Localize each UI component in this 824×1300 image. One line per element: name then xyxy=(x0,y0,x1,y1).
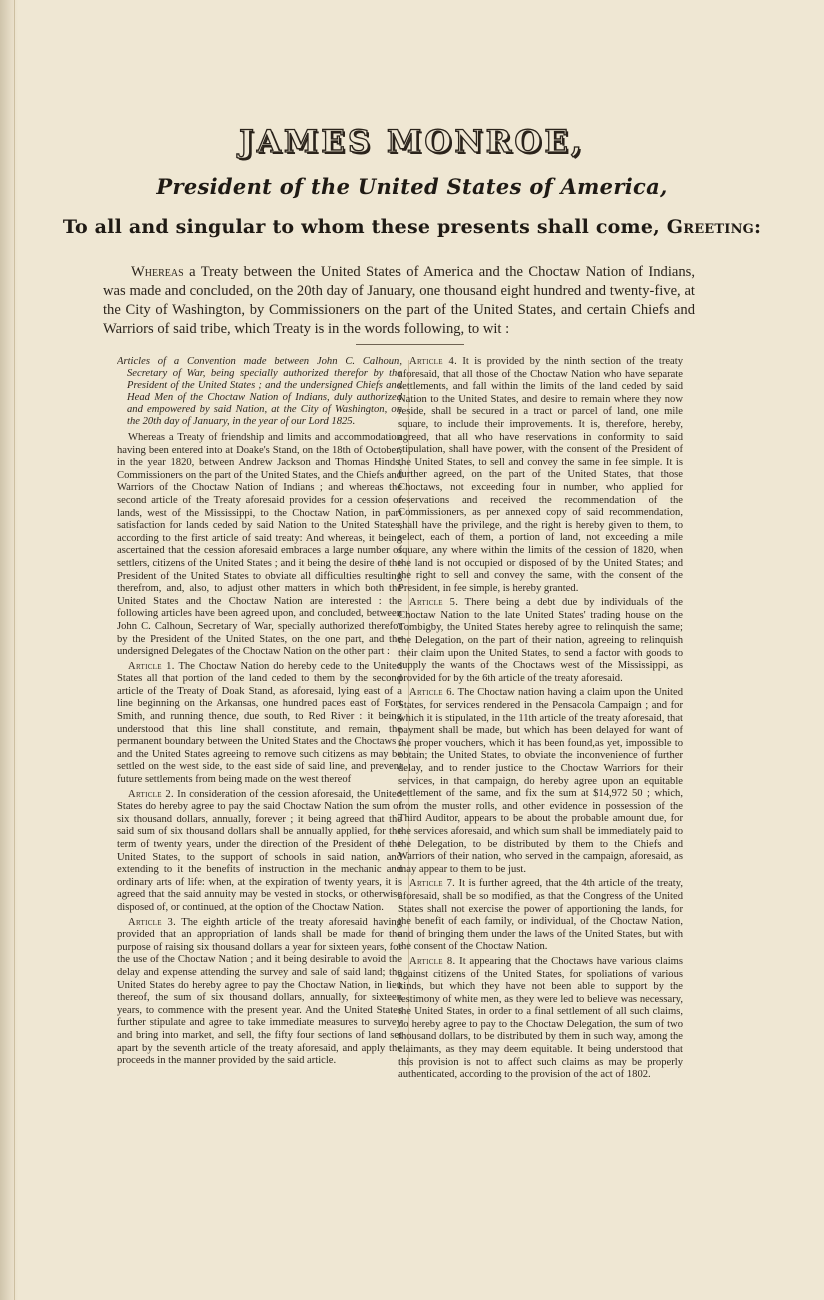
convention-intro: Whereas a Treaty of friendship and limits and accommodation having been entered into at Doake's Stand, on the 18th of October, in the year 1820, between Andrew Jackson and Thomas Hinds, Commissioners on the part of the United States, and the Chiefs and Warriors of the Choctaw Nation of Indians ; and whereas the second article of the Treaty aforesaid provides for a cession of lands, west of the Mississippi, to the Choctaw Nation, in part satisfaction for lands ceded by said Nation to the United States, according to the first article of said treaty: And whereas, it being ascertained that the cession aforesaid embraces a large number of settlers, citizens of the United States ; and it being the desire of the President of the United States to obviate all difficulties resulting therefrom, and, also, to adjust other matters in which both the United States and the Choctaw Nation are interested : the following articles have been agreed upon, and concluded, between John C. Calhoun, Secretary of War, specially authorized therefor by the President of the United States, on the one part, and the undersigned Delegates of the Choctaw Nation on the other part : xyxy=(117,432,402,658)
article-text: It is provided by the ninth section of the treaty aforesaid, that all those of the Choctaw Nation who have separate settlements, and fall within the limits of the land ceded by said Nation to the United States, and desire to remain where they now reside, shall be secured in a tract or parcel of land, one mile square, to include their improvements. It is, therefore, hereby, agreed, that all who have reservations in conformity to said stipulation, shall have power, with the consent of the President of the United States, to sell and convey the same in fee simple. It is further agreed, on the part of the United States, that those Choctaws, not exceeding four in number, who applied for reservations and received the recommendation of the Commissioners, as per annexed copy of said recommendation, shall have the privilege, and the right is hereby given to them, to select, each of them, a portion of land, not exceeding a mile square, any where within the limits of the cession of 1820, when the land is not occupied or disposed of by the United States; and the right to sell and convey the same, with the consent of the President, in fee simple, is hereby granted. xyxy=(398,356,683,594)
article-1 xyxy=(117,661,402,787)
preamble-text: a Treaty between the United States of America and the Choctaw Nation of Indians, was made and concluded, on the 20th day of January, one thousand eight hundred and twenty-five, at the City of Washington, by Commissioners on the part of the United States, and certain Chiefs and Warriors of said tribe, which Treaty is in the words following, to wit : xyxy=(103,264,695,337)
article-3 xyxy=(117,917,402,1068)
left-text-column xyxy=(117,356,402,1084)
article-text: The Choctaw nation having a claim upon the United States, for services rendered in the Pensacola Campaign ; and for which it is stipulated, in the 11th article of the treaty aforesaid, that payment shall be made, but which has been delayed for want of the proper vouchers, which it has been found,as yet, impossible to obtain; the United States, to obviate the inconvenience of further delay, and to render justice to the Choctaw Warriors for their services, in that campaign, do hereby agree upon an equitable settlement of the same, and fix the sum at $14,972 50 ; which, from the muster rolls, and other evidence in possession of the Third Auditor, appears to be about the probable amount due, for the services aforesaid, and which sum shall be immediately paid to the Delegation, to be distributed by them to the Chiefs and Warriors of their nation, who served in the campaign, aforesaid, as may appear to them to be just. xyxy=(398,687,683,875)
preamble-lead: Whereas xyxy=(131,264,184,280)
salutation-greeting: Greeting: xyxy=(666,216,762,238)
article-label: Article 2. xyxy=(128,788,174,800)
article-8 xyxy=(398,956,683,1082)
article-label: Article 7. xyxy=(409,878,456,890)
article-text: There being a debt due by individuals of the Choctaw Nation to the late United States' trading house on the Tombigby, the United States hereby agree to relinquish the same; the Delegation, on the part of their nation, agreeing to relinquish their claim upon the United States, to send a factor with goods to supply the wants of the Choctaws west of the Mississippi, as provided for by the 6th article of the treaty aforesaid. xyxy=(398,597,683,684)
document-title: JAMES MONROE, xyxy=(239,124,585,160)
right-text-column xyxy=(398,356,683,1084)
article-text: It appearing that the Choctaws have various claims against citizens of the United States, for spoliations of various kinds, but which they have not been able to support by the testimony of white men, as they were led to believe was necessary, the United States, in order to a final settlement of all such claims, do hereby agree to pay to the Choctaw Delegation, the sum of two thousand dollars, to be distributed by them in such way, among the claimants, as they may deem equitable. It being understood that this provision is not to affect such claims as may be properly authenticated, according to the provision of the act of 1802. xyxy=(398,955,683,1081)
article-label: Article 4. xyxy=(409,356,458,367)
article-6 xyxy=(398,687,683,876)
article-2 xyxy=(117,789,402,915)
article-label: Article 5. xyxy=(409,597,459,609)
document-subtitle: President of the United States of America, xyxy=(156,174,668,199)
article-text: The Choctaw Nation do hereby cede to the United States all that portion of the land ceded to them by the second article of the Treaty of Doak Stand, as aforesaid, lying east of a line beginning on the Arkansas, one hundred paces east of Fort Smith, and running thence, due south, to Red River : it being understood that this line shall constitute, and remain, the permanent boundary between the United States and the Choctaws ; and the United States agreeing to remove such citizens as may be settled on the west side, to the east side of said line, and prevent future settlements from being made on the west thereof xyxy=(117,660,402,786)
article-label: Article 3. xyxy=(128,916,177,928)
article-text: In consideration of the cession aforesaid, the United States do hereby agree to pay the said Choctaw Nation the sum of six thousand dollars, annually, forever ; it being agreed that the said sum of six thousand dollars shall be annually applied, for the term of twenty years, under the direction of the President of the United States, to the support of schools in said nation, and extending to it the benefits of instruction in the mechanic and ordinary arts of life: when, at the expiration of twenty years, it is agreed that the said annuity may be vested in stocks, or otherwise disposed of, or continued, at the option of the Choctaw Nation. xyxy=(117,788,402,913)
article-label: Article 1. xyxy=(128,660,175,672)
document-salutation xyxy=(0,216,824,238)
article-7 xyxy=(398,878,683,954)
article-text: It is further agreed, that the 4th article of the treaty, aforesaid, shall be so modified, as that the Congress of the United States shall not exercise the power of apportioning the lands, for the benefit of each family, or individual, of the Choctaw Nation, and of bringing them under the laws of the United States, but with the consent of the Choctaw Nation. xyxy=(398,878,683,953)
article-label: Article 6. xyxy=(409,687,455,699)
salutation-text: To all and singular to whom these presents shall come, xyxy=(62,216,660,238)
convention-title: Articles of a Convention made between John C. Calhoun, Secretary of War, being specially authorized therefor by the President of the United States ; and the undersigned Chiefs and Head Men of the Choctaw Nation of Indians, duly authorized and empowered by said Nation, at the City of Washington, on the 20th day of January, in the year of our Lord 1825. xyxy=(117,356,402,427)
article-label: Article 8. xyxy=(409,955,456,967)
section-divider xyxy=(356,344,464,345)
article-4 xyxy=(398,356,683,595)
article-5 xyxy=(398,597,683,685)
preamble-paragraph xyxy=(103,263,695,339)
article-text: The eighth article of the treaty aforesaid having provided that an appropriation of lands shall be made for the purpose of raising six thousand dollars a year for sixteen years, for the use of the Choctaw Nation ; and it being desirable to avoid the delay and expense attending the survey and sale of said land; the United States do hereby agree to pay the Choctaw Nation, in lieu thereof, the sum of six thousand dollars, annually, for sixteen years, to commence with the present year. And the United States further stipulate and agree to take immediate measures to survey and bring into market, and sell, the fifty four sections of land set apart by the seventh article of the treaty aforesaid, and apply the proceeds in the manner provided by the said article. xyxy=(117,916,402,1067)
